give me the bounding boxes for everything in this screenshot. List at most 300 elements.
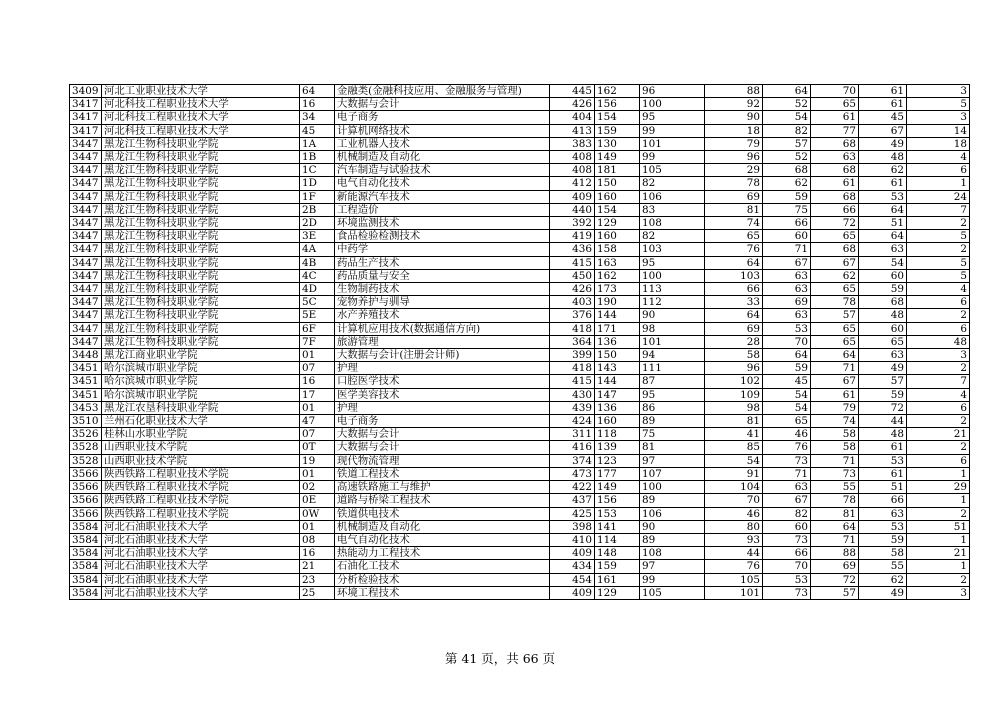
- cell-score-b: 108: [640, 547, 705, 560]
- cell-score-e: 68: [811, 243, 859, 256]
- cell-major-name: 电气自动化技术: [335, 533, 550, 546]
- cell-score-d: 73: [763, 454, 811, 467]
- cell-major-code: 2D: [300, 217, 335, 230]
- cell-score-d: 73: [763, 533, 811, 546]
- table-row: [70, 520, 970, 533]
- cell-school-name: 黑龙江生物科技职业学院: [102, 137, 300, 150]
- cell-rank: 1: [907, 494, 970, 507]
- cell-score-e: 68: [811, 137, 859, 150]
- score-table: [69, 84, 970, 600]
- cell-score-f: 48: [859, 428, 907, 441]
- cell-rank: 6: [907, 296, 970, 309]
- cell-score-f: 63: [859, 243, 907, 256]
- cell-score-d: 53: [763, 573, 811, 586]
- table-row: [70, 428, 970, 441]
- cell-major-name: 口腔医学技术: [335, 375, 550, 388]
- cell-score-e: 65: [811, 230, 859, 243]
- table-row: [70, 269, 970, 282]
- table-row: [70, 296, 970, 309]
- cell-school-name: 黑龙江商业职业学院: [102, 349, 300, 362]
- cell-score-d: 45: [763, 375, 811, 388]
- cell-rank: 51: [907, 520, 970, 533]
- cell-major-code: 45: [300, 124, 335, 137]
- table-row: [70, 256, 970, 269]
- cell-total-score: 437: [550, 494, 595, 507]
- cell-score-a: 118: [595, 428, 640, 441]
- cell-rank: 3: [907, 111, 970, 124]
- cell-score-e: 65: [811, 322, 859, 335]
- cell-score-d: 82: [763, 507, 811, 520]
- cell-score-b: 98: [640, 322, 705, 335]
- cell-total-score: 425: [550, 507, 595, 520]
- cell-score-b: 99: [640, 124, 705, 137]
- table-row: [70, 137, 970, 150]
- cell-major-name: 机械制造及自动化: [335, 151, 550, 164]
- cell-school-name: 哈尔滨城市职业学院: [102, 388, 300, 401]
- cell-score-a: 181: [595, 164, 640, 177]
- cell-major-name: 计算机网络技术: [335, 124, 550, 137]
- cell-school-code: 3447: [70, 322, 102, 335]
- cell-rank: 2: [907, 309, 970, 322]
- cell-total-score: 413: [550, 124, 595, 137]
- cell-score-f: 51: [859, 481, 907, 494]
- cell-school-code: 3447: [70, 283, 102, 296]
- cell-score-d: 62: [763, 177, 811, 190]
- cell-score-d: 70: [763, 560, 811, 573]
- cell-school-code: 3417: [70, 111, 102, 124]
- cell-score-d: 52: [763, 98, 811, 111]
- cell-major-name: 机械制造及自动化: [335, 520, 550, 533]
- cell-score-a: 162: [595, 85, 640, 98]
- cell-major-code: 25: [300, 586, 335, 599]
- cell-score-b: 106: [640, 507, 705, 520]
- cell-score-a: 114: [595, 533, 640, 546]
- cell-school-code: 3447: [70, 203, 102, 216]
- cell-score-c: 64: [705, 256, 763, 269]
- cell-school-name: 河北石油职业技术大学: [102, 573, 300, 586]
- cell-score-b: 103: [640, 243, 705, 256]
- cell-score-d: 68: [763, 164, 811, 177]
- cell-major-name: 工程造价: [335, 203, 550, 216]
- cell-total-score: 426: [550, 98, 595, 111]
- cell-major-code: 1D: [300, 177, 335, 190]
- cell-score-a: 139: [595, 441, 640, 454]
- cell-major-code: 0W: [300, 507, 335, 520]
- cell-school-name: 黑龙江生物科技职业学院: [102, 256, 300, 269]
- table-row: [70, 533, 970, 546]
- cell-major-name: 生物制药技术: [335, 283, 550, 296]
- cell-total-score: 430: [550, 388, 595, 401]
- cell-rank: 4: [907, 388, 970, 401]
- cell-score-e: 69: [811, 560, 859, 573]
- cell-school-code: 3447: [70, 217, 102, 230]
- cell-score-d: 54: [763, 401, 811, 414]
- cell-major-code: 0E: [300, 494, 335, 507]
- cell-score-a: 160: [595, 190, 640, 203]
- cell-major-code: 01: [300, 349, 335, 362]
- cell-score-e: 81: [811, 507, 859, 520]
- cell-major-code: 01: [300, 401, 335, 414]
- cell-major-name: 医学美容技术: [335, 388, 550, 401]
- cell-school-name: 黑龙江农垦科技职业学院: [102, 401, 300, 414]
- cell-score-f: 59: [859, 388, 907, 401]
- cell-major-code: 1A: [300, 137, 335, 150]
- cell-score-f: 60: [859, 322, 907, 335]
- cell-school-code: 3451: [70, 388, 102, 401]
- cell-score-b: 100: [640, 481, 705, 494]
- cell-rank: 1: [907, 533, 970, 546]
- cell-score-e: 67: [811, 375, 859, 388]
- cell-score-f: 67: [859, 124, 907, 137]
- cell-major-code: 4A: [300, 243, 335, 256]
- cell-school-name: 河北科技工程职业技术大学: [102, 111, 300, 124]
- cell-score-a: 150: [595, 177, 640, 190]
- cell-score-f: 51: [859, 217, 907, 230]
- cell-score-e: 88: [811, 547, 859, 560]
- cell-major-name: 电子商务: [335, 415, 550, 428]
- score-table-container: [69, 84, 967, 600]
- table-row: [70, 415, 970, 428]
- cell-score-a: 143: [595, 362, 640, 375]
- cell-school-name: 黑龙江生物科技职业学院: [102, 177, 300, 190]
- cell-score-f: 53: [859, 454, 907, 467]
- cell-score-c: 76: [705, 243, 763, 256]
- cell-score-b: 81: [640, 441, 705, 454]
- cell-score-e: 72: [811, 217, 859, 230]
- cell-score-d: 53: [763, 322, 811, 335]
- cell-major-name: 现代物流管理: [335, 454, 550, 467]
- cell-school-code: 3528: [70, 441, 102, 454]
- cell-rank: 6: [907, 164, 970, 177]
- cell-score-e: 78: [811, 494, 859, 507]
- cell-rank: 6: [907, 454, 970, 467]
- cell-score-c: 103: [705, 269, 763, 282]
- cell-score-c: 79: [705, 137, 763, 150]
- cell-score-a: 159: [595, 124, 640, 137]
- cell-score-f: 57: [859, 375, 907, 388]
- cell-score-f: 61: [859, 441, 907, 454]
- cell-score-a: 173: [595, 283, 640, 296]
- cell-score-d: 66: [763, 217, 811, 230]
- cell-school-name: 黑龙江生物科技职业学院: [102, 151, 300, 164]
- cell-score-b: 105: [640, 586, 705, 599]
- cell-score-a: 162: [595, 269, 640, 282]
- cell-score-c: 65: [705, 230, 763, 243]
- cell-total-score: 418: [550, 362, 595, 375]
- cell-score-e: 70: [811, 85, 859, 98]
- cell-school-code: 3417: [70, 98, 102, 111]
- cell-score-a: 190: [595, 296, 640, 309]
- cell-score-a: 177: [595, 467, 640, 480]
- cell-major-name: 铁道供电技术: [335, 507, 550, 520]
- cell-major-code: 16: [300, 375, 335, 388]
- cell-score-c: 81: [705, 203, 763, 216]
- cell-score-f: 49: [859, 362, 907, 375]
- cell-major-name: 食品检验检测技术: [335, 230, 550, 243]
- cell-score-b: 113: [640, 283, 705, 296]
- cell-score-b: 97: [640, 560, 705, 573]
- cell-rank: 2: [907, 573, 970, 586]
- cell-school-code: 3447: [70, 137, 102, 150]
- cell-score-c: 91: [705, 467, 763, 480]
- cell-score-a: 136: [595, 401, 640, 414]
- cell-major-code: 07: [300, 428, 335, 441]
- table-row: [70, 349, 970, 362]
- cell-score-d: 52: [763, 151, 811, 164]
- cell-score-f: 61: [859, 98, 907, 111]
- cell-major-name: 金融类(金融科技应用、金融服务与管理): [335, 85, 550, 98]
- cell-rank: 5: [907, 269, 970, 282]
- cell-score-f: 61: [859, 85, 907, 98]
- cell-score-b: 105: [640, 164, 705, 177]
- cell-score-c: 28: [705, 335, 763, 348]
- cell-rank: 21: [907, 428, 970, 441]
- cell-school-code: 3584: [70, 533, 102, 546]
- cell-score-e: 55: [811, 481, 859, 494]
- cell-school-name: 哈尔滨城市职业学院: [102, 375, 300, 388]
- cell-total-score: 376: [550, 309, 595, 322]
- cell-score-a: 149: [595, 151, 640, 164]
- cell-school-name: 山西职业技术学院: [102, 454, 300, 467]
- cell-score-d: 69: [763, 296, 811, 309]
- cell-score-c: 93: [705, 533, 763, 546]
- cell-score-f: 65: [859, 335, 907, 348]
- cell-major-code: 02: [300, 481, 335, 494]
- cell-rank: 5: [907, 230, 970, 243]
- cell-score-a: 163: [595, 256, 640, 269]
- cell-score-a: 154: [595, 111, 640, 124]
- cell-rank: 1: [907, 177, 970, 190]
- cell-score-d: 57: [763, 137, 811, 150]
- cell-score-d: 66: [763, 547, 811, 560]
- cell-total-score: 408: [550, 164, 595, 177]
- cell-score-a: 147: [595, 388, 640, 401]
- cell-school-name: 黑龙江生物科技职业学院: [102, 283, 300, 296]
- cell-major-code: 19: [300, 454, 335, 467]
- cell-score-b: 90: [640, 309, 705, 322]
- cell-score-f: 62: [859, 164, 907, 177]
- cell-score-d: 64: [763, 349, 811, 362]
- cell-rank: 21: [907, 547, 970, 560]
- cell-score-b: 95: [640, 111, 705, 124]
- cell-score-e: 58: [811, 441, 859, 454]
- cell-total-score: 415: [550, 256, 595, 269]
- cell-score-e: 66: [811, 203, 859, 216]
- table-row: [70, 573, 970, 586]
- cell-school-name: 河北石油职业技术大学: [102, 533, 300, 546]
- cell-school-code: 3566: [70, 481, 102, 494]
- cell-major-code: 5E: [300, 309, 335, 322]
- cell-total-score: 408: [550, 151, 595, 164]
- cell-school-code: 3447: [70, 230, 102, 243]
- cell-score-c: 98: [705, 401, 763, 414]
- cell-score-c: 69: [705, 322, 763, 335]
- cell-school-name: 陕西铁路工程职业技术学院: [102, 467, 300, 480]
- cell-score-f: 44: [859, 415, 907, 428]
- cell-score-b: 99: [640, 573, 705, 586]
- cell-school-code: 3447: [70, 256, 102, 269]
- cell-school-name: 兰州石化职业技术大学: [102, 415, 300, 428]
- cell-score-e: 57: [811, 309, 859, 322]
- table-row: [70, 309, 970, 322]
- cell-rank: 2: [907, 415, 970, 428]
- cell-school-name: 黑龙江生物科技职业学院: [102, 217, 300, 230]
- table-row: [70, 243, 970, 256]
- cell-score-e: 65: [811, 283, 859, 296]
- cell-major-code: 4C: [300, 269, 335, 282]
- cell-school-name: 黑龙江生物科技职业学院: [102, 309, 300, 322]
- cell-rank: 14: [907, 124, 970, 137]
- cell-rank: 7: [907, 203, 970, 216]
- cell-total-score: 392: [550, 217, 595, 230]
- cell-total-score: 440: [550, 203, 595, 216]
- cell-rank: 2: [907, 243, 970, 256]
- cell-major-name: 护理: [335, 401, 550, 414]
- cell-score-d: 63: [763, 269, 811, 282]
- cell-total-score: 412: [550, 177, 595, 190]
- cell-total-score: 422: [550, 481, 595, 494]
- cell-score-c: 105: [705, 573, 763, 586]
- cell-school-name: 陕西铁路工程职业技术学院: [102, 481, 300, 494]
- cell-rank: 3: [907, 85, 970, 98]
- cell-score-e: 57: [811, 586, 859, 599]
- cell-total-score: 403: [550, 296, 595, 309]
- cell-school-name: 河北科技工程职业技术大学: [102, 98, 300, 111]
- cell-school-code: 3453: [70, 401, 102, 414]
- cell-total-score: 409: [550, 547, 595, 560]
- cell-school-name: 陕西铁路工程职业技术学院: [102, 507, 300, 520]
- cell-school-code: 3510: [70, 415, 102, 428]
- cell-score-b: 83: [640, 203, 705, 216]
- table-row: [70, 586, 970, 599]
- cell-score-f: 58: [859, 547, 907, 560]
- cell-total-score: 454: [550, 573, 595, 586]
- cell-score-e: 68: [811, 190, 859, 203]
- cell-score-a: 149: [595, 481, 640, 494]
- cell-score-f: 60: [859, 269, 907, 282]
- cell-school-name: 黑龙江生物科技职业学院: [102, 322, 300, 335]
- cell-score-c: 101: [705, 586, 763, 599]
- cell-score-f: 49: [859, 586, 907, 599]
- table-row: [70, 230, 970, 243]
- cell-school-code: 3409: [70, 85, 102, 98]
- cell-score-b: 94: [640, 349, 705, 362]
- table-row: [70, 283, 970, 296]
- cell-score-c: 58: [705, 349, 763, 362]
- cell-major-name: 宠物养护与驯导: [335, 296, 550, 309]
- cell-score-b: 95: [640, 388, 705, 401]
- cell-score-d: 73: [763, 586, 811, 599]
- cell-major-code: 17: [300, 388, 335, 401]
- cell-school-code: 3566: [70, 494, 102, 507]
- cell-major-code: 16: [300, 98, 335, 111]
- cell-rank: 4: [907, 151, 970, 164]
- cell-score-a: 136: [595, 335, 640, 348]
- cell-score-d: 67: [763, 256, 811, 269]
- page-footer: 第 41 页，共 66 页: [444, 651, 556, 666]
- cell-score-d: 54: [763, 111, 811, 124]
- table-row: [70, 560, 970, 573]
- cell-rank: 18: [907, 137, 970, 150]
- cell-total-score: 424: [550, 415, 595, 428]
- cell-school-code: 3447: [70, 151, 102, 164]
- cell-score-a: 129: [595, 217, 640, 230]
- cell-score-d: 75: [763, 203, 811, 216]
- cell-score-c: 102: [705, 375, 763, 388]
- cell-school-code: 3584: [70, 547, 102, 560]
- cell-score-c: 78: [705, 177, 763, 190]
- cell-major-code: 01: [300, 520, 335, 533]
- cell-school-name: 河北石油职业技术大学: [102, 547, 300, 560]
- cell-score-b: 112: [640, 296, 705, 309]
- cell-score-a: 123: [595, 454, 640, 467]
- cell-score-a: 154: [595, 203, 640, 216]
- cell-major-name: 药品生产技术: [335, 256, 550, 269]
- cell-score-e: 62: [811, 269, 859, 282]
- cell-rank: 1: [907, 560, 970, 573]
- cell-rank: 4: [907, 283, 970, 296]
- cell-score-f: 63: [859, 507, 907, 520]
- score-table-body: [70, 85, 970, 600]
- cell-score-e: 77: [811, 124, 859, 137]
- cell-school-name: 河北石油职业技术大学: [102, 560, 300, 573]
- cell-school-code: 3584: [70, 573, 102, 586]
- table-row: [70, 335, 970, 348]
- table-row: [70, 85, 970, 98]
- cell-score-d: 59: [763, 362, 811, 375]
- cell-score-f: 62: [859, 573, 907, 586]
- cell-score-b: 107: [640, 467, 705, 480]
- cell-total-score: 445: [550, 85, 595, 98]
- cell-score-b: 75: [640, 428, 705, 441]
- cell-score-c: 33: [705, 296, 763, 309]
- cell-total-score: 364: [550, 335, 595, 348]
- cell-score-a: 159: [595, 560, 640, 573]
- cell-score-a: 171: [595, 322, 640, 335]
- table-row: [70, 362, 970, 375]
- cell-major-name: 环境监测技术: [335, 217, 550, 230]
- cell-score-a: 160: [595, 230, 640, 243]
- cell-rank: 48: [907, 335, 970, 348]
- table-row: [70, 98, 970, 111]
- cell-score-e: 65: [811, 335, 859, 348]
- cell-total-score: 426: [550, 283, 595, 296]
- cell-score-e: 65: [811, 98, 859, 111]
- cell-score-b: 106: [640, 190, 705, 203]
- cell-total-score: 473: [550, 467, 595, 480]
- table-row: [70, 124, 970, 137]
- cell-rank: 24: [907, 190, 970, 203]
- cell-score-c: 109: [705, 388, 763, 401]
- cell-score-b: 108: [640, 217, 705, 230]
- cell-rank: 2: [907, 217, 970, 230]
- cell-score-c: 74: [705, 217, 763, 230]
- cell-score-a: 148: [595, 547, 640, 560]
- cell-score-b: 87: [640, 375, 705, 388]
- cell-major-code: 4B: [300, 256, 335, 269]
- cell-school-code: 3447: [70, 309, 102, 322]
- cell-school-name: 黑龙江生物科技职业学院: [102, 296, 300, 309]
- cell-major-name: 大数据与会计(注册会计师): [335, 349, 550, 362]
- cell-school-code: 3448: [70, 349, 102, 362]
- cell-score-a: 144: [595, 309, 640, 322]
- cell-major-code: 64: [300, 85, 335, 98]
- cell-score-a: 150: [595, 349, 640, 362]
- cell-score-a: 130: [595, 137, 640, 150]
- cell-school-code: 3447: [70, 164, 102, 177]
- table-row: [70, 164, 970, 177]
- cell-school-code: 3447: [70, 190, 102, 203]
